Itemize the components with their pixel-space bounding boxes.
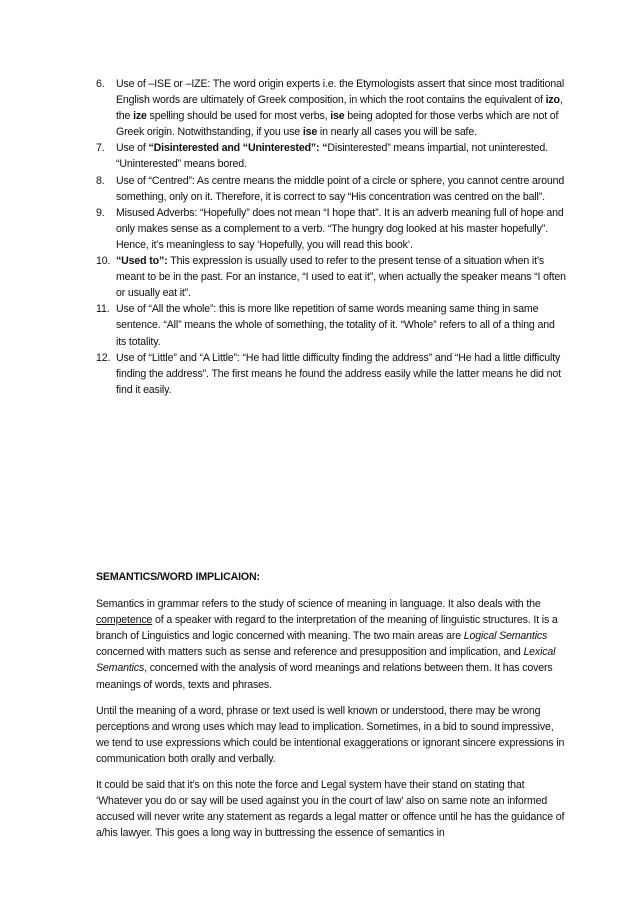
text-run: Logical Semantics bbox=[463, 630, 548, 643]
list-item-number: 10. bbox=[96, 255, 111, 268]
text-run: Use of “All the whole”: this is more like repetition of same words meaning same thing in same sentence. “All” means the whole of something, the totality of it. “Whole” refers to all of a thing and its totality. bbox=[116, 303, 555, 348]
text-run: Use of “Centred”: As centre means the middle point of a circle or sphere, you cannot centre around something, only on it. Therefore, it is correct to say “His concentration was centred on the ball”. bbox=[116, 174, 565, 203]
text-run: ise bbox=[330, 110, 345, 123]
section-body bbox=[96, 596, 566, 841]
text-run: Use of bbox=[116, 142, 149, 155]
list-item bbox=[96, 140, 566, 172]
text-run: Lexical Semantics bbox=[96, 646, 556, 675]
text-run: , concerned with the analysis of word meanings and relations between them. It has covers meanings of words, texts and phrases. bbox=[96, 662, 553, 691]
text-run: Disinterested” means impartial, not uninterested. “Uninterested” means bored. bbox=[116, 142, 548, 171]
text-run: in nearly all cases you will be safe. bbox=[317, 126, 477, 139]
list-item bbox=[96, 350, 566, 398]
list-item-number: 6. bbox=[96, 78, 105, 90]
text-run: of a speaker with regard to the interpretation of the meaning of linguistic structures. It is a branch of Linguistics and logic concerned with meaning. The two main areas are bbox=[96, 614, 558, 643]
list-item-number: 9. bbox=[96, 206, 105, 219]
text-run: being adopted for those verbs which are not of Greek origin. Notwithstanding, if you use bbox=[116, 110, 559, 139]
list-item-number: 11. bbox=[96, 303, 110, 316]
list-item-text bbox=[116, 142, 548, 170]
list-item-number: 8. bbox=[96, 174, 105, 187]
paragraph bbox=[96, 703, 566, 767]
text-run: This expression is usually used to refer to the present tense of a situation when it’s meant to be in the past. For an instance, “I used to eat it”, when actually the speaker means “I often or usually eat it”. bbox=[116, 255, 566, 300]
text-run: It could be said that it’s on this note the force and Legal system have their stand on stating that ‘Whatever you do or say will be used against you in the court of law’ also on same note an informed accused will never write any statement as regards a legal matter or offence until he has the guidance of a/his lawyer. This goes a long way in buttressing the essence of semantics in bbox=[96, 779, 565, 840]
text-run: Use of “Little” and “A Little”: “He had little difficulty finding the address” and “He had a little difficulty finding the address”. The first means he found the address easily while the latter means he did not find it easily. bbox=[116, 351, 561, 396]
text-run: concerned with matters such as sense and reference and presupposition and implication, and bbox=[96, 646, 524, 659]
list-item-text bbox=[116, 255, 566, 299]
text-run: Semantics in grammar refers to the study of science of meaning in language. It also deals with the bbox=[96, 598, 541, 611]
text-run: ize bbox=[133, 110, 147, 123]
section-heading: SEMANTICS/WORD IMPLICAION: bbox=[96, 571, 260, 583]
list-item-text bbox=[116, 352, 561, 396]
semantics-section bbox=[96, 569, 566, 851]
paragraph bbox=[96, 777, 566, 841]
paragraph bbox=[96, 596, 566, 693]
list-item bbox=[96, 301, 566, 349]
text-run: “Used to”: bbox=[116, 255, 171, 268]
text-run: Misused Adverbs: “Hopefully” does not mean “I hope that”. It is an adverb meaning full of hope and only makes sense as a complement to a verb. “The hungry dog looked at his master hopefully”. Hence, it’s meaningless to say ‘Hopefully, you will read this book’. bbox=[116, 206, 564, 251]
text-run: , the bbox=[116, 94, 563, 123]
list-item bbox=[96, 253, 566, 301]
list-item-text bbox=[116, 78, 564, 138]
list-item-text bbox=[116, 175, 564, 203]
text-run: izo bbox=[545, 94, 560, 107]
text-run: ise bbox=[302, 126, 318, 139]
list-item-number: 7. bbox=[96, 142, 105, 155]
list-item-number: 12. bbox=[96, 351, 111, 364]
text-run: “Disinterested and “Uninterested”: “ bbox=[148, 142, 328, 155]
list-item-text bbox=[116, 303, 555, 347]
usage-list bbox=[96, 76, 566, 398]
text-run: spelling should be used for most verbs, bbox=[146, 110, 331, 123]
text-run: Use of –ISE or –IZE: The word origin experts i.e. the Etymologists assert that since most traditional English words are ultimately of Greek composition, in which the root contains the equivalent of bbox=[116, 78, 565, 107]
text-run: Until the meaning of a word, phrase or text used is well known or understood, there may be wrong perceptions and wrong uses which may lead to implication. Sometimes, in a bid to sound impressive, we tend to use expressions which could be intentional exaggerations or ignorant sincere expressions in communication both orally and verbally. bbox=[96, 704, 565, 765]
text-run: competence bbox=[96, 614, 153, 627]
list-item-text bbox=[116, 207, 564, 251]
list-item bbox=[96, 205, 566, 253]
list-item bbox=[96, 173, 566, 205]
list-item bbox=[96, 76, 566, 140]
